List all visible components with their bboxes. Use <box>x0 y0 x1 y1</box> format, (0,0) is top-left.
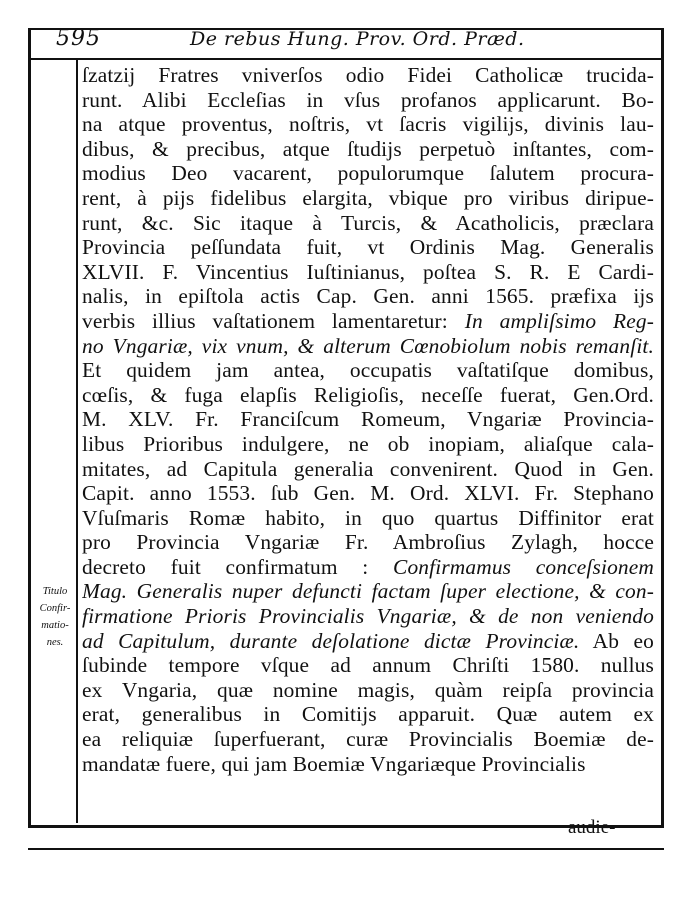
text-line <box>82 752 654 777</box>
line-text: ex Vngaria, quæ nomine magis, quàm reipſa provincia <box>82 677 654 702</box>
text-line <box>82 284 654 309</box>
text-line <box>82 555 654 580</box>
text-line <box>82 186 654 211</box>
text-line <box>82 112 654 137</box>
text-line <box>82 604 654 629</box>
text-line <box>82 678 654 703</box>
line-text: pro Provincia Vngariæ Fr. Ambroſius Zylagh, hocce <box>82 530 654 555</box>
margin-note-line: nes. <box>46 637 64 648</box>
margin-note-line: Titulo <box>42 586 68 597</box>
italic-quotation: In ampliſsimo Reg- <box>464 308 654 333</box>
margin-note-line: matio- <box>41 620 69 631</box>
text-line <box>82 432 654 457</box>
text-line <box>82 579 654 604</box>
line-text: erat, generalibus in Comitijs apparuit. Quæ autem ex <box>82 702 654 727</box>
line-text: Vſuſmaris Romæ habito, in quo quartus Diffinitor erat <box>82 505 654 530</box>
line-text: dibus, & precibus, atque ſtudijs perpetuò inſtantes, com- <box>82 136 654 161</box>
text-line <box>82 481 654 506</box>
text-line <box>82 629 654 654</box>
italic-quotation: firmatione Prioris Provincialis Vngariæ, & de non veniendo <box>82 604 654 629</box>
line-text: XLVII. F. Vincentius Iuſtinianus, poſtea S. R. E Cardi- <box>82 259 654 284</box>
line-text: ſubinde tempore vſque ad annum Chriſti 1580. nullus <box>82 653 654 678</box>
line-text: mandatæ fuere, qui jam Boemiæ Vngariæque Provincialis <box>82 751 586 776</box>
text-line <box>82 137 654 162</box>
page-number: 595 <box>56 26 101 51</box>
line-text: mitates, ad Capitula generalia convenirent. Quod in Gen. <box>82 456 654 481</box>
italic-quotation: ad Capitulum, durante deſolatione dictæ Provinciæ. <box>82 628 580 653</box>
text-line <box>82 211 654 236</box>
line-text: modius Deo vacarent, populorumque ſalutem procura- <box>82 161 654 186</box>
text-line <box>82 506 654 531</box>
text-line <box>82 358 654 383</box>
text-line <box>82 383 654 408</box>
line-text: M. XLV. Fr. Franciſcum Romeum, Vngariæ Provincia- <box>82 407 654 432</box>
line-text: libus Prioribus indulgere, ne ob inopiam, aliaſque cala- <box>82 431 654 456</box>
line-text: Ab eo <box>579 628 654 653</box>
line-text: verbis illius vaſtationem lamentaretur: <box>82 308 465 333</box>
text-line <box>82 407 654 432</box>
italic-quotation: Confirmamus conceſsionem <box>393 554 654 579</box>
line-text: runt. Alibi Eccleſias in vſus profanos applicarunt. Bo- <box>82 87 654 112</box>
text-line <box>82 653 654 678</box>
line-text: rent, à pijs fidelibus elargita, vbique pro viribus diripue- <box>82 185 654 210</box>
line-text: nalis, in epiſtola actis Cap. Gen. anni 1565. præfixa ijs <box>82 284 654 309</box>
text-line <box>82 260 654 285</box>
line-text: runt, &c. Sic itaque à Turcis, & Acatholicis, præclara <box>82 210 654 235</box>
text-line <box>82 702 654 727</box>
text-line <box>82 530 654 555</box>
line-text: ea reliquiæ ſuperfuerant, curæ Provincialis Boemiæ de- <box>82 727 654 752</box>
line-text: Capit. anno 1553. ſub Gen. M. Ord. XLVI. Fr. Stephano <box>82 481 654 506</box>
bottom-rule <box>28 848 664 850</box>
text-line <box>82 63 654 88</box>
margin-note <box>34 583 76 651</box>
line-text: na atque proventus, noſtris, vt ſacris vigilijs, divinis lau- <box>82 112 654 137</box>
header-rule <box>28 58 664 60</box>
line-text: ſzatzij Fratres vniverſos odio Fidei Catholicæ trucida- <box>82 63 654 87</box>
text-line <box>82 457 654 482</box>
italic-quotation: Mag. Generalis nuper defuncti factam ſuper electione, & con- <box>82 579 654 604</box>
text-line <box>82 235 654 260</box>
line-text: Provincia peſſundata fuit, vt Ordinis Mag. Generalis <box>82 235 654 260</box>
catchword: audie- <box>568 817 616 838</box>
line-text: decreto fuit confirmatum : <box>82 554 394 579</box>
text-line <box>82 88 654 113</box>
margin-rule <box>76 60 78 823</box>
line-text: Et quidem jam antea, occupatis vaſtatiſque domibus, <box>82 358 654 383</box>
margin-note-line: Confir- <box>39 603 71 614</box>
italic-quotation: no Vngariæ, vix vnum, & alterum Cœnobiolum nobis remanſit. <box>82 333 654 358</box>
running-head: De rebus Hung. Prov. Ord. Præd. <box>190 28 525 50</box>
text-line <box>82 161 654 186</box>
text-line <box>82 334 654 359</box>
text-line <box>82 727 654 752</box>
line-text: cœſis, & fuga elapſis Religioſis, neceſſe fuerat, Gen.Ord. <box>82 382 654 407</box>
text-body <box>82 63 654 776</box>
text-line <box>82 309 654 334</box>
